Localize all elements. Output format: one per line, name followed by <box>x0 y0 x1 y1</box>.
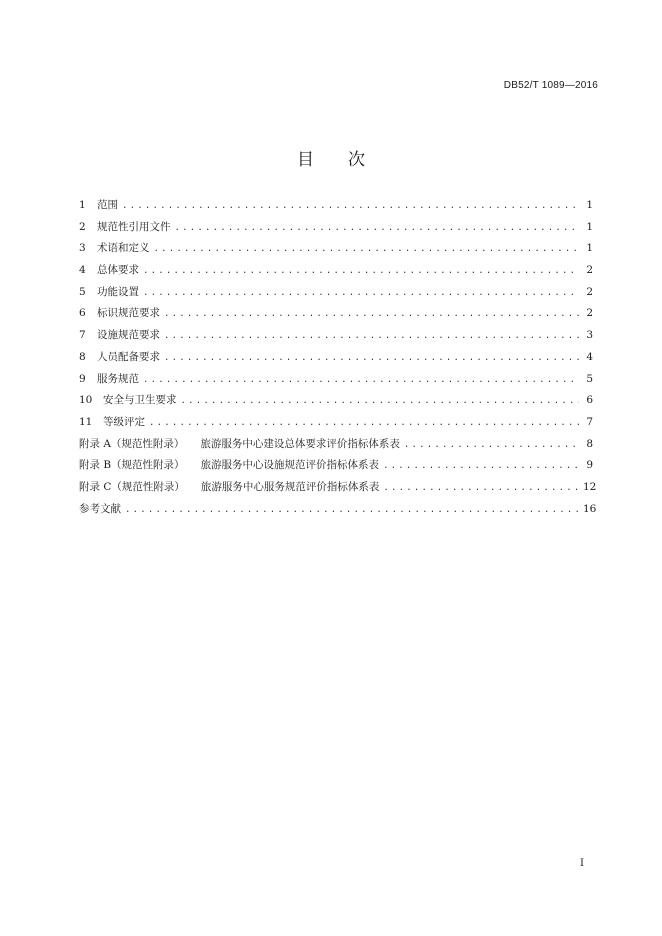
toc-entry-appendix-c[interactable] <box>79 479 597 501</box>
dot-leader <box>164 331 579 341</box>
toc-entry-label: 总体要求 <box>97 264 139 277</box>
toc-entry-9[interactable] <box>79 371 593 393</box>
toc-entry-label: 等级评定 <box>103 415 145 428</box>
toc-entry-3[interactable] <box>79 240 593 262</box>
dot-leader <box>175 223 580 233</box>
toc-entry-5[interactable] <box>79 284 593 306</box>
page-title <box>0 145 662 170</box>
dot-leader <box>122 201 579 211</box>
toc-entry-number: 1 <box>79 199 86 211</box>
toc-entry-label: 服务规范 <box>97 372 139 385</box>
toc-entry-page: 2 <box>586 285 593 298</box>
toc-entry-references[interactable] <box>79 501 597 523</box>
toc-entry-number: 6 <box>79 307 86 320</box>
toc-entry-number: 9 <box>79 372 86 385</box>
toc-entry-label: 人员配备要求 <box>97 350 160 363</box>
toc-entry-label: 范围 <box>97 199 118 211</box>
toc-entry-page: 4 <box>586 350 593 363</box>
toc-entry-label: 附录 B（规范性附录） <box>79 459 185 472</box>
dot-leader <box>149 418 579 428</box>
toc-entry-appendix-a[interactable] <box>79 436 593 458</box>
toc-entry-11[interactable] <box>79 414 593 436</box>
toc-entry-label: 标识规范要求 <box>97 307 160 320</box>
toc-entry-page: 1 <box>586 199 593 211</box>
toc-entry-label: 参考文献 <box>79 502 121 515</box>
toc-entry-number: 5 <box>79 285 86 298</box>
toc-entry-8[interactable] <box>79 349 593 371</box>
toc-entry-label: 安全与卫生要求 <box>103 394 177 407</box>
dot-leader <box>404 440 579 450</box>
toc-entry-number: 2 <box>79 220 86 233</box>
toc-entry-page: 2 <box>586 264 593 277</box>
dot-leader <box>383 483 579 493</box>
toc-entry-page: 16 <box>583 502 597 515</box>
toc-entry-label: 功能设置 <box>97 285 139 298</box>
toc-entry-page: 2 <box>586 307 593 320</box>
dot-leader <box>143 266 579 276</box>
toc-entry-4[interactable] <box>79 262 593 284</box>
standard-code: DB52/T 1089—2016 <box>503 80 598 91</box>
dot-leader <box>181 396 580 406</box>
toc-entry-10[interactable] <box>79 392 593 414</box>
toc-entry-1[interactable] <box>79 197 593 219</box>
toc-entry-label: 术语和定义 <box>97 242 150 255</box>
toc-entry-page: 8 <box>586 437 593 450</box>
toc-entry-page: 7 <box>586 415 593 428</box>
dot-leader <box>164 309 579 319</box>
toc-entry-page: 1 <box>586 220 593 233</box>
toc-entry-label: 附录 A（规范性附录） <box>79 437 185 450</box>
title-char-1: 目 <box>297 150 314 170</box>
toc-entry-number: 11 <box>79 415 93 428</box>
toc-entry-number: 4 <box>79 264 86 277</box>
dot-leader <box>154 244 580 254</box>
page-number: I <box>580 858 584 869</box>
dot-leader <box>143 288 579 298</box>
table-of-contents <box>79 197 597 522</box>
toc-entry-label: 设施规范要求 <box>97 329 160 342</box>
toc-entry-page: 3 <box>586 329 593 342</box>
toc-entry-subtitle: 旅游服务中心设施规范评价指标体系表 <box>200 459 380 472</box>
dot-leader <box>164 353 579 363</box>
toc-entry-subtitle: 旅游服务中心服务规范评价指标体系表 <box>200 480 380 493</box>
toc-entry-page: 5 <box>586 372 593 385</box>
toc-entry-label: 规范性引用文件 <box>97 220 171 233</box>
toc-entry-page: 12 <box>583 480 597 493</box>
toc-entry-7[interactable] <box>79 327 593 349</box>
toc-entry-subtitle: 旅游服务中心建设总体要求评价指标体系表 <box>200 437 400 450</box>
toc-entry-page: 9 <box>586 459 593 472</box>
toc-entry-number: 3 <box>79 242 86 255</box>
dot-leader <box>125 505 579 515</box>
dot-leader <box>383 461 579 471</box>
toc-entry-page: 6 <box>586 394 593 407</box>
toc-entry-6[interactable] <box>79 305 593 327</box>
toc-entry-2[interactable] <box>79 219 593 241</box>
toc-entry-number: 8 <box>79 350 86 363</box>
toc-entry-number: 10 <box>79 394 93 407</box>
toc-entry-number: 7 <box>79 329 86 342</box>
toc-entry-appendix-b[interactable] <box>79 457 593 479</box>
toc-entry-page: 1 <box>586 242 593 255</box>
dot-leader <box>143 375 579 385</box>
toc-entry-label: 附录 C（规范性附录） <box>79 480 185 493</box>
title-char-2: 次 <box>348 150 365 170</box>
